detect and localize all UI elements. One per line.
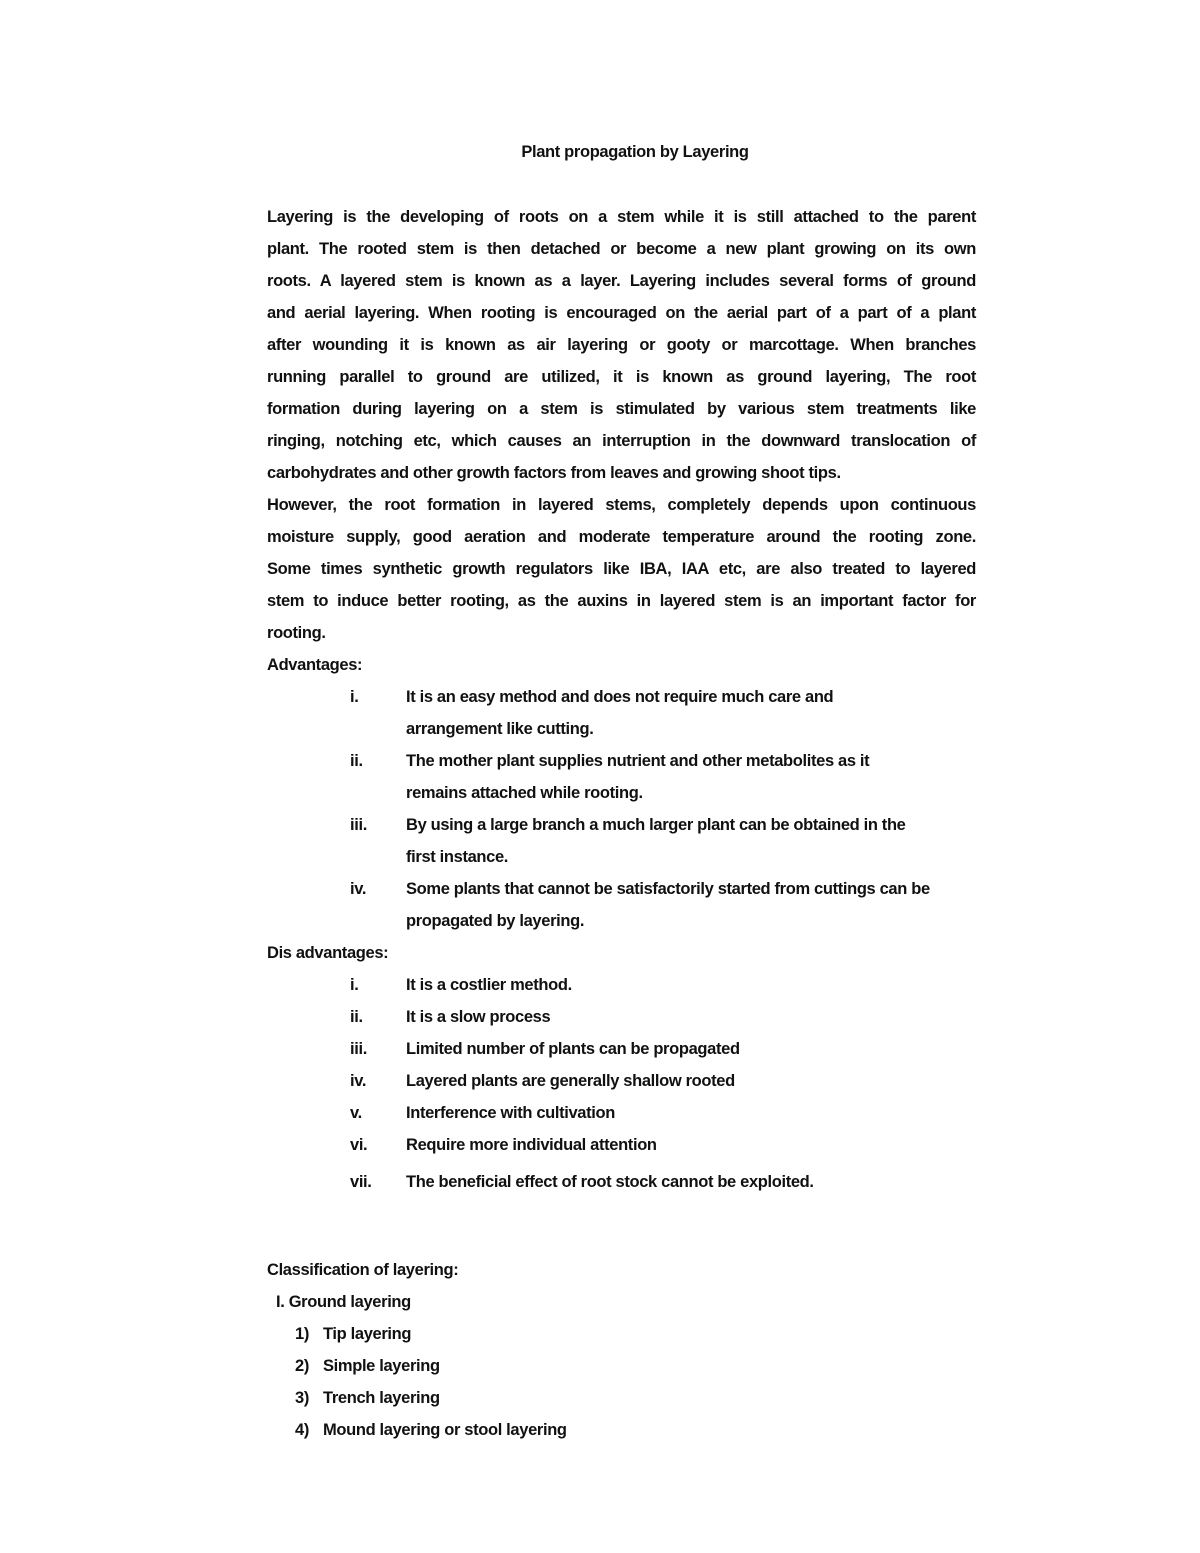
- list-item-number: v.: [350, 1104, 362, 1122]
- paragraph-line: plant. The rooted stem is then detached or become a new plant growing on its own: [267, 240, 976, 258]
- paragraph-line: stem to induce better rooting, as the auxins in layered stem is an important factor for: [267, 592, 976, 610]
- list-item-line: remains attached while rooting.: [406, 784, 643, 802]
- paragraph-line: moisture supply, good aeration and moderate temperature around the rooting zone.: [267, 528, 976, 546]
- classification-item-text: Tip layering: [323, 1325, 412, 1343]
- list-item-line: propagated by layering.: [406, 912, 585, 930]
- list-item-line: Interference with cultivation: [406, 1104, 615, 1122]
- list-item-text: [406, 873, 986, 937]
- paragraph-line: after wounding it is known as air layering or gooty or marcottage. When branches: [267, 336, 976, 354]
- intro-paragraph: [267, 201, 976, 649]
- list-item-number: iv.: [350, 880, 367, 898]
- list-item-line: arrangement like cutting.: [406, 720, 594, 738]
- list-item-line: Some plants that cannot be satisfactorily started from cuttings can be: [406, 880, 930, 898]
- classification-item-number: 4): [295, 1421, 309, 1439]
- list-item-line: It is a costlier method.: [406, 976, 572, 994]
- paragraph-line: and aerial layering. When rooting is encouraged on the aerial part of a part of a plant: [267, 304, 976, 322]
- list-item-text: [406, 809, 986, 873]
- list-item-line: Limited number of plants can be propagated: [406, 1040, 740, 1058]
- disadvantages-heading: Dis advantages:: [267, 944, 389, 962]
- list-item-text: [406, 1166, 986, 1198]
- list-item-number: i.: [350, 688, 359, 706]
- ground-layering-label: I. Ground layering: [276, 1293, 411, 1311]
- list-item-number: vii.: [350, 1173, 372, 1191]
- list-item-line: It is a slow process: [406, 1008, 551, 1026]
- paragraph-line: Layering is the developing of roots on a stem while it is still attached to the parent: [267, 208, 976, 226]
- list-item-number: iii.: [350, 816, 367, 834]
- list-item-number: ii.: [350, 1008, 363, 1026]
- paragraph-line: Some times synthetic growth regulators like IBA, IAA etc, are also treated to layered: [267, 560, 976, 578]
- classification-item-text: Simple layering: [323, 1357, 440, 1375]
- classification-item-number: 3): [295, 1389, 309, 1407]
- advantages-heading: Advantages:: [267, 656, 363, 674]
- paragraph-line: rooting.: [267, 624, 326, 642]
- list-item-line: Layered plants are generally shallow rooted: [406, 1072, 735, 1090]
- list-item-number: iii.: [350, 1040, 367, 1058]
- list-item-line: By using a large branch a much larger plant can be obtained in the: [406, 816, 906, 834]
- list-item-number: vi.: [350, 1136, 368, 1154]
- list-item-line: The mother plant supplies nutrient and other metabolites as it: [406, 752, 870, 770]
- list-item-line: The beneficial effect of root stock cannot be exploited.: [406, 1173, 814, 1191]
- list-item-number: iv.: [350, 1072, 367, 1090]
- paragraph-line: formation during layering on a stem is stimulated by various stem treatments like: [267, 400, 976, 418]
- list-item-number: ii.: [350, 752, 363, 770]
- list-item-text: [406, 1065, 986, 1097]
- classification-item-text: Trench layering: [323, 1389, 440, 1407]
- classification-item-text: Mound layering or stool layering: [323, 1421, 567, 1439]
- list-item-text: [406, 681, 986, 745]
- list-item-text: [406, 745, 986, 809]
- list-item-text: [406, 1001, 986, 1033]
- list-item-text: [406, 1129, 986, 1161]
- page-title: Plant propagation by Layering: [521, 143, 749, 161]
- list-item-text: [406, 1033, 986, 1065]
- classification-heading: Classification of layering:: [267, 1261, 459, 1279]
- list-item-line: Require more individual attention: [406, 1136, 657, 1154]
- paragraph-line: However, the root formation in layered stems, completely depends upon continuous: [267, 496, 976, 514]
- paragraph-line: running parallel to ground are utilized, it is known as ground layering, The root: [267, 368, 976, 386]
- classification-item-number: 2): [295, 1357, 309, 1375]
- list-item-text: [406, 969, 986, 1001]
- list-item-number: i.: [350, 976, 359, 994]
- list-item-line: first instance.: [406, 848, 509, 866]
- paragraph-line: ringing, notching etc, which causes an interruption in the downward translocation of: [267, 432, 976, 450]
- list-item-line: It is an easy method and does not require much care and: [406, 688, 834, 706]
- paragraph-line: roots. A layered stem is known as a layer. Layering includes several forms of ground: [267, 272, 976, 290]
- list-item-text: [406, 1097, 986, 1129]
- classification-item-number: 1): [295, 1325, 309, 1343]
- paragraph-line: carbohydrates and other growth factors from leaves and growing shoot tips.: [267, 464, 841, 482]
